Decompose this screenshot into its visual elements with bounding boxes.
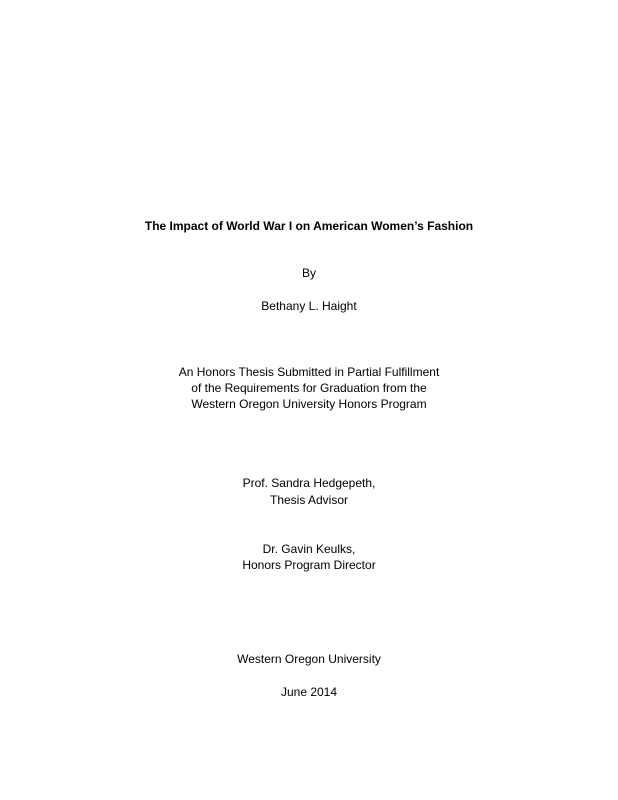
by-label: By	[301, 266, 316, 280]
institution-name: Western Oregon University	[237, 652, 381, 666]
advisor-name: Prof. Sandra Hedgepeth,	[242, 476, 376, 490]
director-role: Honors Program Director	[242, 558, 376, 572]
advisor-role: Thesis Advisor	[269, 493, 349, 507]
director-name: Dr. Gavin Keulks,	[262, 542, 356, 556]
submission-date: June 2014	[280, 685, 338, 699]
submission-line-3: Western Oregon University Honors Program	[191, 397, 427, 411]
author-name: Bethany L. Haight	[261, 299, 357, 313]
thesis-title: The Impact of World War I on American Women’s Fashion	[144, 219, 474, 233]
submission-line-1: An Honors Thesis Submitted in Partial Fulfillment	[178, 365, 440, 379]
submission-line-2: of the Requirements for Graduation from the	[191, 381, 427, 395]
